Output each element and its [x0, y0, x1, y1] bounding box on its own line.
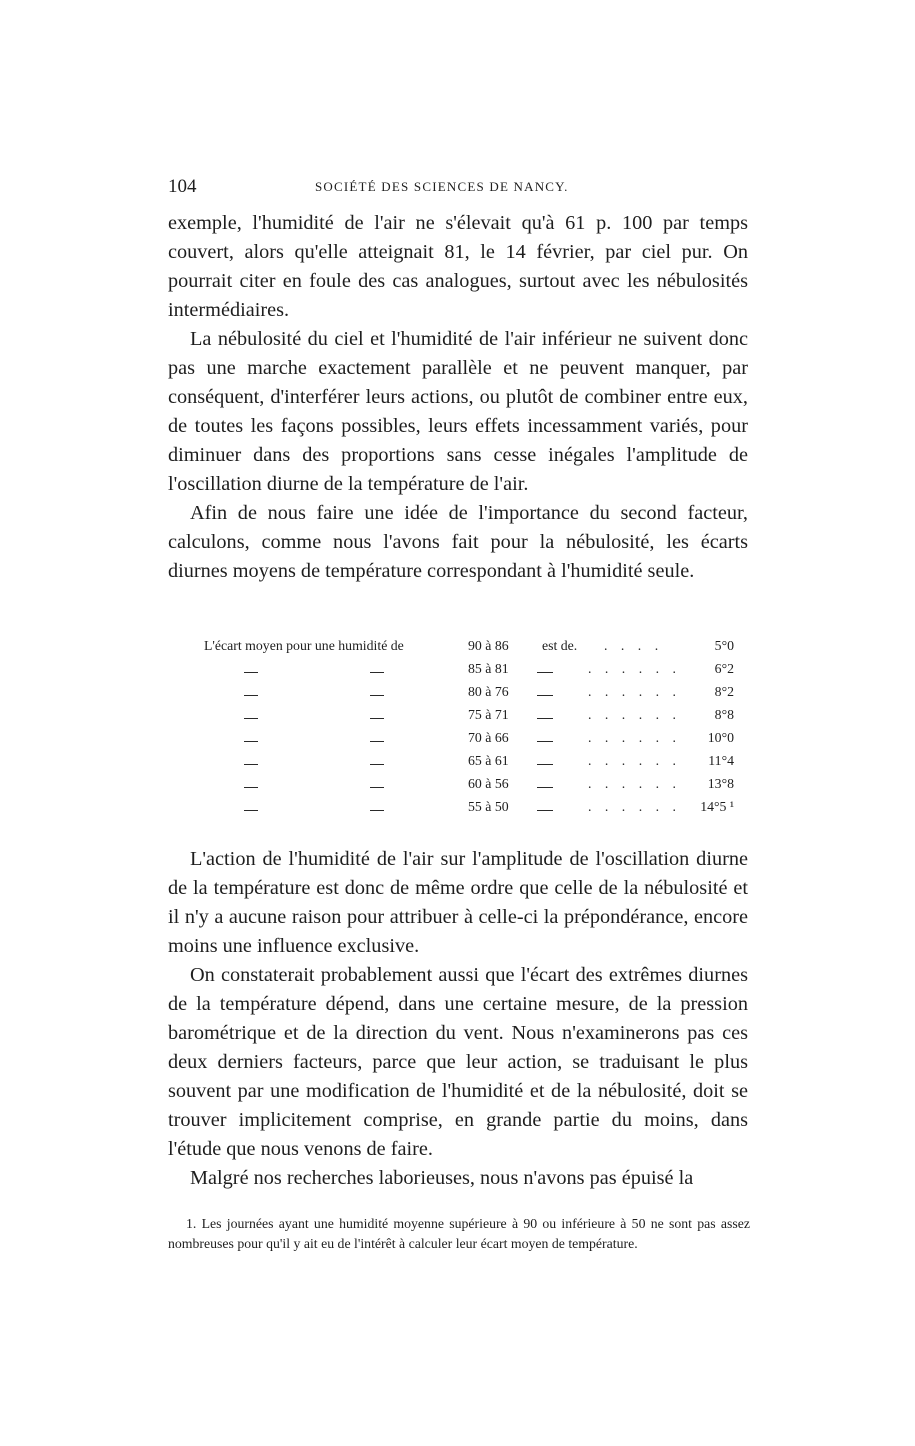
leader-dots: . . . . . .: [588, 684, 681, 699]
running-head: SOCIÉTÉ DES SCIENCES DE NANCY.: [315, 179, 569, 194]
paragraph: L'action de l'humidité de l'air sur l'amplitude de l'oscillation diurne de la température est donc de même ordre que celle de la nébulosité et il n'y a aucune raison pour attribuer à celle-ci la prépondérance, encore moins une influence exclusive.: [168, 848, 748, 957]
temperature-gap: 13°8: [707, 776, 734, 791]
table-row: [204, 776, 734, 799]
table-row: [204, 753, 734, 776]
ditto-dash: [244, 810, 258, 811]
leader-dots: . . . . . .: [588, 730, 681, 745]
humidity-range: 65 à 61: [468, 753, 509, 768]
est-de-label: est de.: [542, 638, 578, 653]
ditto-dash: [370, 787, 384, 788]
ditto-dash: [370, 810, 384, 811]
ditto-dash: [244, 718, 258, 719]
page-header: [168, 176, 748, 198]
table-row: [204, 684, 734, 707]
paragraph: Malgré nos recherches laborieuses, nous n'avons pas épuisé la: [190, 1167, 694, 1189]
body-text-bottom: [168, 845, 748, 1193]
leader-dots: . . . . . .: [588, 799, 681, 814]
ditto-dash: [370, 695, 384, 696]
footnote-number: 1.: [186, 1216, 197, 1231]
humidity-range: 85 à 81: [468, 661, 509, 676]
ditto-dash: [537, 718, 553, 719]
ditto-dash: [370, 764, 384, 765]
footnote-text: Les journées ayant une humidité moyenne supérieure à 90 ou inférieure à 50 ne sont pas assez nombreuses pour qu'il y ait eu de l'intérêt à calculer leur écart moyen de température.: [168, 1216, 750, 1251]
leader-dots: . . . . . .: [588, 753, 681, 768]
ditto-dash: [244, 764, 258, 765]
ditto-dash: [244, 672, 258, 673]
humidity-range: 90 à 86: [468, 638, 509, 653]
table-row: [204, 661, 734, 684]
body-text-top: [168, 209, 748, 586]
humidity-table: [204, 638, 734, 822]
ditto-dash: [537, 764, 553, 765]
page-number: 104: [168, 176, 197, 197]
ditto-dash: [370, 718, 384, 719]
ditto-dash: [537, 787, 553, 788]
humidity-range: 80 à 76: [468, 684, 509, 699]
temperature-gap: 5°0: [714, 638, 734, 653]
ditto-dash: [537, 695, 553, 696]
ditto-dash: [370, 741, 384, 742]
row-label: L'écart moyen pour une humidité de: [204, 638, 404, 653]
paragraph: Afin de nous faire une idée de l'importance du second facteur, calculons, comme nous l'avons fait pour la nébulosité, les écarts diurnes moyens de température correspondant à l'humidité seule.: [168, 502, 748, 582]
ditto-dash: [244, 695, 258, 696]
temperature-gap: 10°0: [707, 730, 734, 745]
leader-dots: . . . . . .: [588, 661, 681, 676]
humidity-range: 55 à 50: [468, 799, 509, 814]
paragraph: On constaterait probablement aussi que l'écart des extrêmes diurnes de la température dépend, dans une certaine mesure, de la pression barométrique et de la direction du vent. Nous n'examinerons pas ces deux derniers facteurs, parce que leur action, se traduisant le plus souvent par une modification de l'humidité et de la nébulosité, doit se trouver implicitement comprise, en grande partie du moins, dans l'étude que nous venons de faire.: [168, 964, 748, 1160]
paragraph: La nébulosité du ciel et l'humidité de l'air inférieur ne suivent donc pas une marche exactement parallèle et ne peuvent manquer, par conséquent, d'interférer leurs actions, ou plutôt de combiner entre eux, de toutes les façons possibles, leurs effets incessamment variés, pour diminuer dans des proportions sans cesse inégales l'amplitude de l'oscillation diurne de la température de l'air.: [168, 328, 748, 495]
paragraph: exemple, l'humidité de l'air ne s'élevait qu'à 61 p. 100 par temps couvert, alors qu'elle atteignait 81, le 14 février, par ciel pur. On pourrait citer en foule des cas analogues, surtout avec les nébulosités intermédiaires.: [168, 212, 748, 321]
ditto-dash: [537, 741, 553, 742]
table-row: [204, 707, 734, 730]
ditto-dash: [370, 672, 384, 673]
table-row: [204, 730, 734, 753]
ditto-dash: [244, 741, 258, 742]
temperature-gap: 14°5 ¹: [700, 799, 734, 814]
ditto-dash: [244, 787, 258, 788]
table-row: [204, 799, 734, 822]
footnote: [168, 1214, 750, 1254]
leader-dots: . . . . . .: [588, 776, 681, 791]
temperature-gap: 11°4: [708, 753, 734, 768]
leader-dots: . . . .: [604, 638, 664, 653]
ditto-dash: [537, 810, 553, 811]
temperature-gap: 8°2: [714, 684, 734, 699]
leader-dots: . . . . . .: [588, 707, 681, 722]
humidity-range: 75 à 71: [468, 707, 509, 722]
humidity-range: 60 à 56: [468, 776, 509, 791]
humidity-range: 70 à 66: [468, 730, 509, 745]
temperature-gap: 6°2: [714, 661, 734, 676]
ditto-dash: [537, 672, 553, 673]
table-row: [204, 638, 734, 661]
temperature-gap: 8°8: [714, 707, 734, 722]
